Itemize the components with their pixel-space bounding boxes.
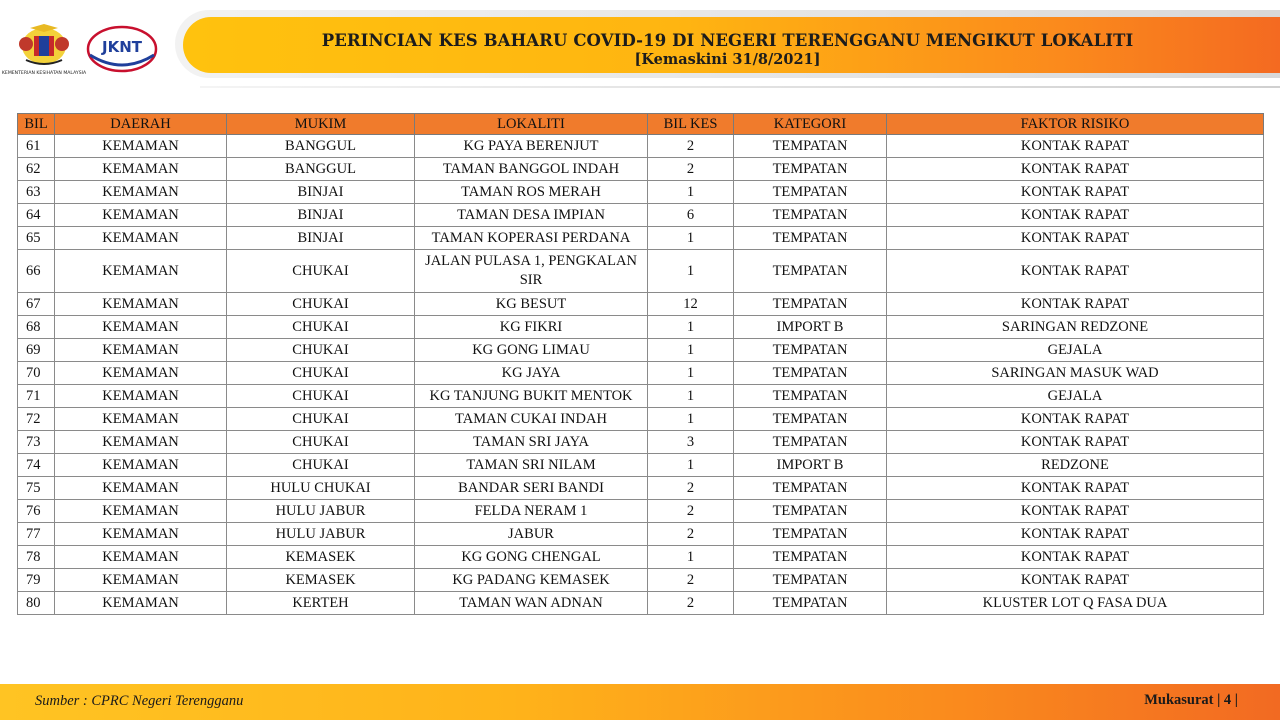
cell-mukim: KEMASEK xyxy=(227,569,415,592)
cell-lokaliti: KG TANJUNG BUKIT MENTOK xyxy=(415,385,648,408)
cell-bil-kes: 12 xyxy=(648,293,734,316)
table-row xyxy=(18,181,1264,204)
cell-bil: 67 xyxy=(18,293,55,316)
cell-faktor-risiko: SARINGAN MASUK WAD xyxy=(887,362,1264,385)
cell-daerah: KEMAMAN xyxy=(55,569,227,592)
footer-band xyxy=(0,684,1280,720)
ministry-of-health-crest-logo xyxy=(1,22,87,82)
cell-daerah: KEMAMAN xyxy=(55,431,227,454)
cell-lokaliti: KG PAYA BERENJUT xyxy=(415,135,648,158)
cell-mukim: CHUKAI xyxy=(227,250,415,293)
cell-bil: 73 xyxy=(18,431,55,454)
table-row xyxy=(18,546,1264,569)
cell-faktor-risiko: KONTAK RAPAT xyxy=(887,158,1264,181)
table-row xyxy=(18,293,1264,316)
cell-bil: 74 xyxy=(18,454,55,477)
cell-bil-kes: 2 xyxy=(648,523,734,546)
cell-daerah: KEMAMAN xyxy=(55,546,227,569)
cell-kategori: TEMPATAN xyxy=(734,408,887,431)
column-header: KATEGORI xyxy=(734,114,887,135)
cell-mukim: CHUKAI xyxy=(227,339,415,362)
cell-bil-kes: 3 xyxy=(648,431,734,454)
table-row xyxy=(18,523,1264,546)
cell-lokaliti: TAMAN WAN ADNAN xyxy=(415,592,648,615)
cell-bil-kes: 2 xyxy=(648,500,734,523)
cell-kategori: TEMPATAN xyxy=(734,546,887,569)
page-subtitle: [Kemaskini 31/8/2021] xyxy=(634,51,821,68)
table-row xyxy=(18,431,1264,454)
cell-bil: 62 xyxy=(18,158,55,181)
cell-faktor-risiko: KONTAK RAPAT xyxy=(887,227,1264,250)
cell-faktor-risiko: SARINGAN REDZONE xyxy=(887,316,1264,339)
cell-daerah: KEMAMAN xyxy=(55,250,227,293)
cell-bil: 71 xyxy=(18,385,55,408)
cell-kategori: TEMPATAN xyxy=(734,158,887,181)
cell-bil: 61 xyxy=(18,135,55,158)
cell-mukim: CHUKAI xyxy=(227,362,415,385)
cell-kategori: TEMPATAN xyxy=(734,135,887,158)
cell-faktor-risiko: KONTAK RAPAT xyxy=(887,250,1264,293)
cell-lokaliti: JABUR xyxy=(415,523,648,546)
cell-daerah: KEMAMAN xyxy=(55,181,227,204)
cell-mukim: HULU JABUR xyxy=(227,500,415,523)
cell-lokaliti: FELDA NERAM 1 xyxy=(415,500,648,523)
cell-mukim: BINJAI xyxy=(227,181,415,204)
cell-faktor-risiko: REDZONE xyxy=(887,454,1264,477)
table-row xyxy=(18,250,1264,293)
table-row xyxy=(18,135,1264,158)
cell-daerah: KEMAMAN xyxy=(55,227,227,250)
cell-mukim: BANGGUL xyxy=(227,158,415,181)
cell-mukim: CHUKAI xyxy=(227,408,415,431)
cell-bil-kes: 1 xyxy=(648,227,734,250)
cell-kategori: TEMPATAN xyxy=(734,362,887,385)
cell-mukim: CHUKAI xyxy=(227,293,415,316)
cell-bil-kes: 6 xyxy=(648,204,734,227)
cell-lokaliti: KG JAYA xyxy=(415,362,648,385)
cell-mukim: KERTEH xyxy=(227,592,415,615)
cell-bil: 69 xyxy=(18,339,55,362)
header-band xyxy=(175,10,1280,78)
cell-faktor-risiko: KONTAK RAPAT xyxy=(887,569,1264,592)
cell-bil: 79 xyxy=(18,569,55,592)
column-header: BIL xyxy=(18,114,55,135)
cell-daerah: KEMAMAN xyxy=(55,523,227,546)
cell-faktor-risiko: KONTAK RAPAT xyxy=(887,500,1264,523)
cell-kategori: TEMPATAN xyxy=(734,250,887,293)
cell-faktor-risiko: KONTAK RAPAT xyxy=(887,204,1264,227)
cell-mukim: CHUKAI xyxy=(227,385,415,408)
cell-lokaliti: KG PADANG KEMASEK xyxy=(415,569,648,592)
column-header: MUKIM xyxy=(227,114,415,135)
source-note: Sumber : CPRC Negeri Terengganu xyxy=(35,693,244,709)
column-header: LOKALITI xyxy=(415,114,648,135)
table-row xyxy=(18,477,1264,500)
cell-faktor-risiko: KONTAK RAPAT xyxy=(887,431,1264,454)
cell-bil-kes: 1 xyxy=(648,546,734,569)
cell-kategori: TEMPATAN xyxy=(734,293,887,316)
cell-lokaliti: TAMAN DESA IMPIAN xyxy=(415,204,648,227)
cell-bil-kes: 2 xyxy=(648,592,734,615)
cell-kategori: TEMPATAN xyxy=(734,569,887,592)
table-row xyxy=(18,204,1264,227)
svg-text:KEMENTERIAN KESIHATAN MALAYSIA: KEMENTERIAN KESIHATAN MALAYSIA xyxy=(1,71,87,76)
cell-kategori: TEMPATAN xyxy=(734,204,887,227)
cell-bil: 66 xyxy=(18,250,55,293)
cell-daerah: KEMAMAN xyxy=(55,408,227,431)
cell-faktor-risiko: KONTAK RAPAT xyxy=(887,293,1264,316)
cell-bil: 68 xyxy=(18,316,55,339)
cell-mukim: HULU CHUKAI xyxy=(227,477,415,500)
cell-daerah: KEMAMAN xyxy=(55,385,227,408)
cell-faktor-risiko: KONTAK RAPAT xyxy=(887,546,1264,569)
cell-bil-kes: 2 xyxy=(648,135,734,158)
cell-kategori: TEMPATAN xyxy=(734,477,887,500)
table-row xyxy=(18,158,1264,181)
cell-lokaliti: BANDAR SERI BANDI xyxy=(415,477,648,500)
cell-faktor-risiko: KLUSTER LOT Q FASA DUA xyxy=(887,592,1264,615)
cell-mukim: BINJAI xyxy=(227,204,415,227)
cell-lokaliti: TAMAN SRI NILAM xyxy=(415,454,648,477)
cell-kategori: TEMPATAN xyxy=(734,523,887,546)
table-row xyxy=(18,500,1264,523)
cell-bil: 80 xyxy=(18,592,55,615)
cell-bil: 75 xyxy=(18,477,55,500)
cell-bil-kes: 2 xyxy=(648,569,734,592)
cell-mukim: BINJAI xyxy=(227,227,415,250)
cell-lokaliti: KG FIKRI xyxy=(415,316,648,339)
cell-bil-kes: 1 xyxy=(648,181,734,204)
cell-daerah: KEMAMAN xyxy=(55,316,227,339)
cell-daerah: KEMAMAN xyxy=(55,592,227,615)
cell-daerah: KEMAMAN xyxy=(55,454,227,477)
cell-kategori: TEMPATAN xyxy=(734,431,887,454)
cell-lokaliti: TAMAN BANGGOL INDAH xyxy=(415,158,648,181)
cell-lokaliti: JALAN PULASA 1, PENGKALAN SIR xyxy=(415,250,648,293)
cell-bil-kes: 1 xyxy=(648,408,734,431)
column-header: DAERAH xyxy=(55,114,227,135)
cell-bil: 65 xyxy=(18,227,55,250)
table-row xyxy=(18,592,1264,615)
cell-lokaliti: KG GONG CHENGAL xyxy=(415,546,648,569)
cell-bil: 72 xyxy=(18,408,55,431)
cell-lokaliti: TAMAN SRI JAYA xyxy=(415,431,648,454)
cell-bil: 76 xyxy=(18,500,55,523)
cell-kategori: IMPORT B xyxy=(734,454,887,477)
table-body xyxy=(18,135,1264,615)
cell-bil-kes: 2 xyxy=(648,158,734,181)
cell-faktor-risiko: KONTAK RAPAT xyxy=(887,477,1264,500)
cell-faktor-risiko: GEJALA xyxy=(887,339,1264,362)
page-title: PERINCIAN KES BAHARU COVID-19 DI NEGERI TERENGGANU MENGIKUT LOKALITI xyxy=(321,31,1134,50)
cell-daerah: KEMAMAN xyxy=(55,293,227,316)
cell-bil: 78 xyxy=(18,546,55,569)
cases-table xyxy=(17,113,1264,615)
cell-lokaliti: KG GONG LIMAU xyxy=(415,339,648,362)
cell-daerah: KEMAMAN xyxy=(55,477,227,500)
header-divider xyxy=(200,86,1280,88)
cell-lokaliti: TAMAN CUKAI INDAH xyxy=(415,408,648,431)
cell-bil: 70 xyxy=(18,362,55,385)
cell-mukim: CHUKAI xyxy=(227,431,415,454)
cell-faktor-risiko: KONTAK RAPAT xyxy=(887,181,1264,204)
cell-mukim: BANGGUL xyxy=(227,135,415,158)
table-header-row xyxy=(18,114,1264,135)
cell-bil: 63 xyxy=(18,181,55,204)
cell-daerah: KEMAMAN xyxy=(55,500,227,523)
page-number: Mukasurat | 4 | xyxy=(1144,692,1238,708)
table-row xyxy=(18,227,1264,250)
cell-bil: 64 xyxy=(18,204,55,227)
cell-bil: 77 xyxy=(18,523,55,546)
column-header: BIL KES xyxy=(648,114,734,135)
cell-lokaliti: TAMAN ROS MERAH xyxy=(415,181,648,204)
cell-mukim: CHUKAI xyxy=(227,454,415,477)
table-row xyxy=(18,316,1264,339)
table-row xyxy=(18,408,1264,431)
cell-faktor-risiko: GEJALA xyxy=(887,385,1264,408)
cell-bil-kes: 2 xyxy=(648,477,734,500)
jknt-logo xyxy=(86,25,158,73)
cell-faktor-risiko: KONTAK RAPAT xyxy=(887,523,1264,546)
cell-faktor-risiko: KONTAK RAPAT xyxy=(887,408,1264,431)
cell-daerah: KEMAMAN xyxy=(55,135,227,158)
cell-bil-kes: 1 xyxy=(648,385,734,408)
cell-daerah: KEMAMAN xyxy=(55,362,227,385)
cell-bil-kes: 1 xyxy=(648,250,734,293)
cell-bil-kes: 1 xyxy=(648,362,734,385)
cell-mukim: KEMASEK xyxy=(227,546,415,569)
table-row xyxy=(18,454,1264,477)
cell-kategori: TEMPATAN xyxy=(734,592,887,615)
cell-mukim: CHUKAI xyxy=(227,316,415,339)
cell-kategori: IMPORT B xyxy=(734,316,887,339)
column-header: FAKTOR RISIKO xyxy=(887,114,1264,135)
cell-faktor-risiko: KONTAK RAPAT xyxy=(887,135,1264,158)
table-row xyxy=(18,362,1264,385)
cell-bil-kes: 1 xyxy=(648,454,734,477)
cell-daerah: KEMAMAN xyxy=(55,204,227,227)
cell-kategori: TEMPATAN xyxy=(734,227,887,250)
table-row xyxy=(18,339,1264,362)
svg-text:JKNT: JKNT xyxy=(102,38,142,56)
table-row xyxy=(18,385,1264,408)
cell-kategori: TEMPATAN xyxy=(734,500,887,523)
cell-bil-kes: 1 xyxy=(648,316,734,339)
cell-bil-kes: 1 xyxy=(648,339,734,362)
cell-kategori: TEMPATAN xyxy=(734,181,887,204)
cell-mukim: HULU JABUR xyxy=(227,523,415,546)
cell-daerah: KEMAMAN xyxy=(55,158,227,181)
cell-kategori: TEMPATAN xyxy=(734,339,887,362)
cell-daerah: KEMAMAN xyxy=(55,339,227,362)
cell-lokaliti: TAMAN KOPERASI PERDANA xyxy=(415,227,648,250)
cell-kategori: TEMPATAN xyxy=(734,385,887,408)
table-row xyxy=(18,569,1264,592)
cell-lokaliti: KG BESUT xyxy=(415,293,648,316)
